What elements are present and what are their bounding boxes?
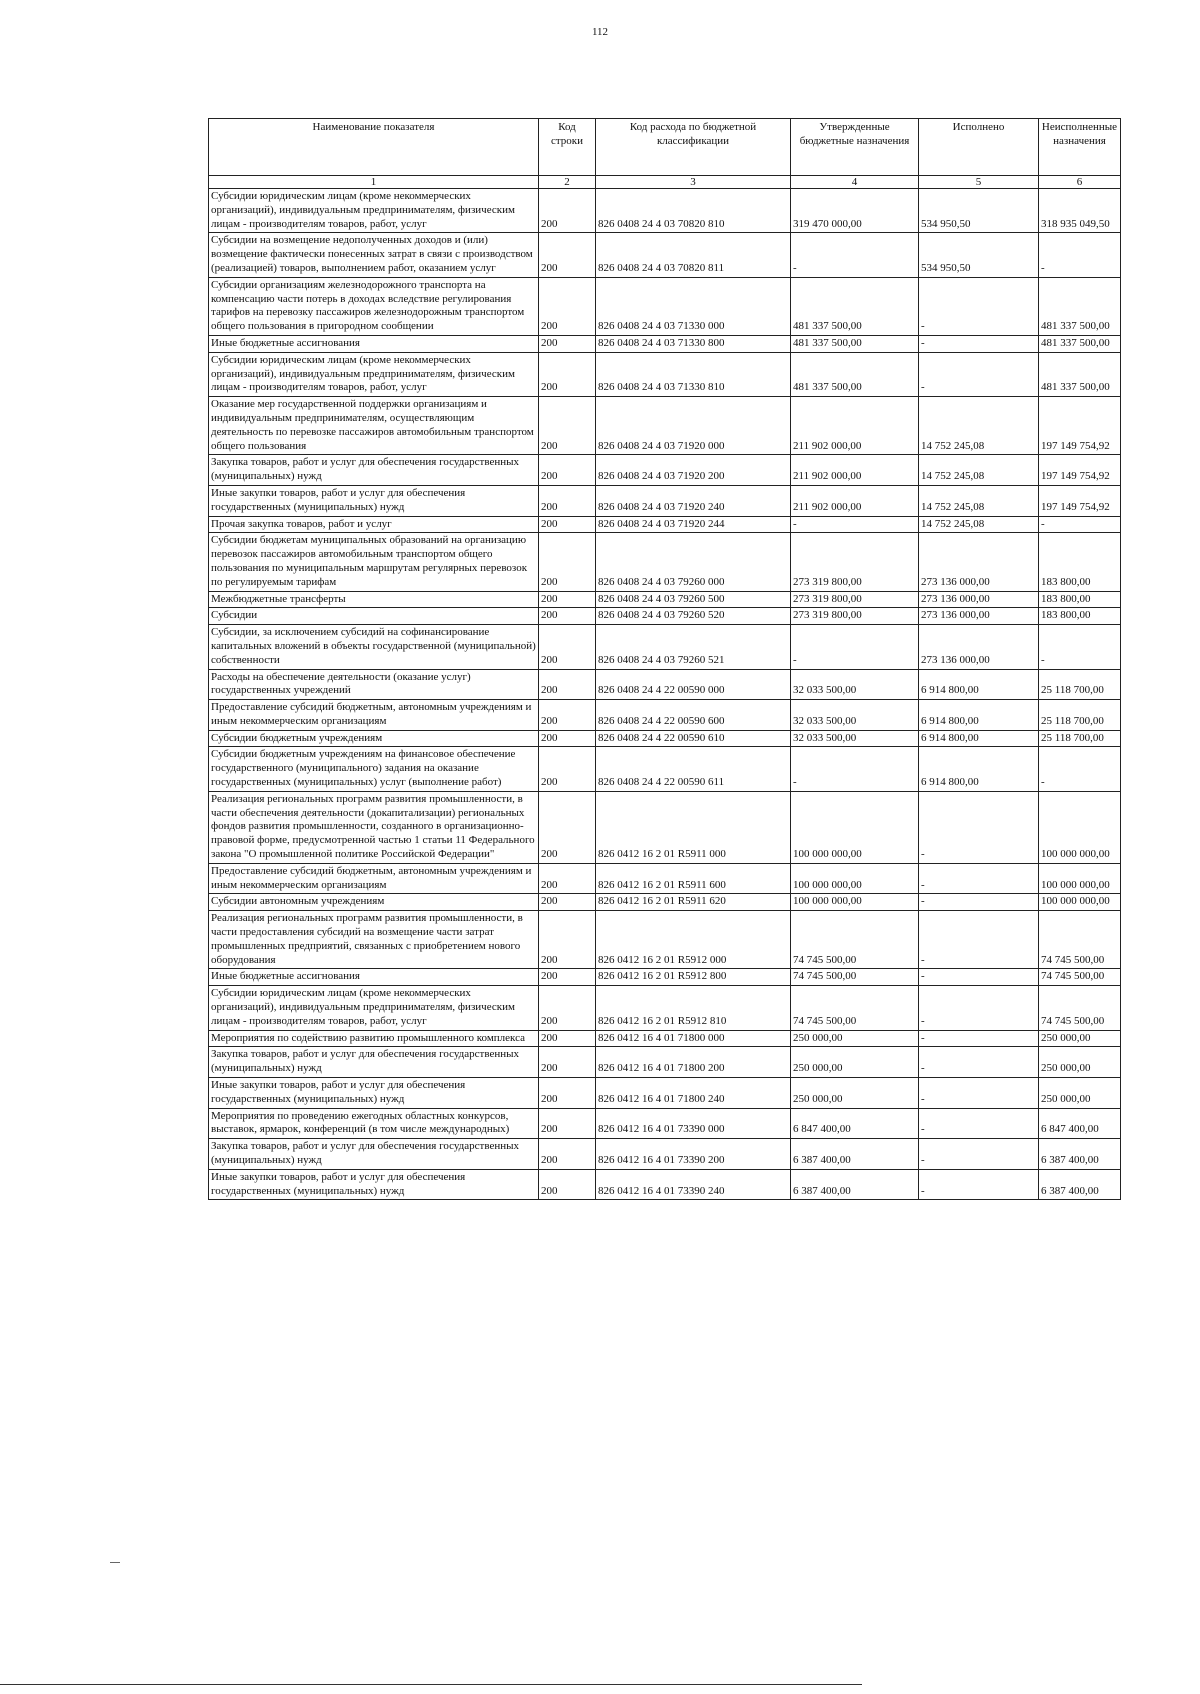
row-line-code: 200 xyxy=(539,516,596,533)
row-approved-amount: 32 033 500,00 xyxy=(791,730,919,747)
table-row xyxy=(209,1030,1121,1047)
row-line-code: 200 xyxy=(539,189,596,233)
row-executed-amount: - xyxy=(919,1139,1039,1170)
row-budget-code: 826 0408 24 4 03 79260 520 xyxy=(596,608,791,625)
table-row xyxy=(209,352,1121,396)
table-row xyxy=(209,894,1121,911)
table-row xyxy=(209,397,1121,455)
table-row xyxy=(209,1047,1121,1078)
row-unexecuted-amount: 25 118 700,00 xyxy=(1039,730,1121,747)
row-executed-amount: 14 752 245,08 xyxy=(919,485,1039,516)
table-row xyxy=(209,625,1121,669)
row-indicator-name: Субсидии, за исключением субсидий на софинансирование капитальных вложений в объекты государственной (муниципальной) собственности xyxy=(209,625,539,669)
row-approved-amount: 211 902 000,00 xyxy=(791,455,919,486)
table-row xyxy=(209,1078,1121,1109)
row-line-code: 200 xyxy=(539,352,596,396)
row-line-code: 200 xyxy=(539,700,596,731)
row-unexecuted-amount: 100 000 000,00 xyxy=(1039,894,1121,911)
row-unexecuted-amount: 250 000,00 xyxy=(1039,1047,1121,1078)
row-approved-amount: 273 319 800,00 xyxy=(791,591,919,608)
column-number: 1 xyxy=(209,176,539,189)
row-approved-amount: - xyxy=(791,233,919,277)
row-executed-amount: - xyxy=(919,1078,1039,1109)
row-line-code: 200 xyxy=(539,1169,596,1200)
row-unexecuted-amount: - xyxy=(1039,625,1121,669)
header-indicator-name: Наименование показателя xyxy=(209,119,539,176)
row-approved-amount: 250 000,00 xyxy=(791,1047,919,1078)
column-number: 4 xyxy=(791,176,919,189)
row-line-code: 200 xyxy=(539,747,596,791)
row-line-code: 200 xyxy=(539,455,596,486)
row-unexecuted-amount: 481 337 500,00 xyxy=(1039,352,1121,396)
row-unexecuted-amount: 6 847 400,00 xyxy=(1039,1108,1121,1139)
row-budget-code: 826 0412 16 2 01 R5912 800 xyxy=(596,969,791,986)
row-unexecuted-amount: 100 000 000,00 xyxy=(1039,863,1121,894)
row-indicator-name: Закупка товаров, работ и услуг для обеспечения государственных (муниципальных) нужд xyxy=(209,1139,539,1170)
table-row xyxy=(209,485,1121,516)
row-indicator-name: Мероприятия по содействию развитию промышленного комплекса xyxy=(209,1030,539,1047)
header-line-code: Код строки xyxy=(539,119,596,176)
row-budget-code: 826 0408 24 4 22 00590 000 xyxy=(596,669,791,700)
row-budget-code: 826 0408 24 4 03 71920 240 xyxy=(596,485,791,516)
row-budget-code: 826 0408 24 4 22 00590 610 xyxy=(596,730,791,747)
row-indicator-name: Реализация региональных программ развития промышленности, в части обеспечения деятельности (докапитализации) региональных фондов развития промышленности, созданного в организационно-правовой форме, предусмотренной частью 1 статьи 11 Федерального закона "О промышленной политике Российской Федерации" xyxy=(209,791,539,863)
row-line-code: 200 xyxy=(539,1139,596,1170)
row-approved-amount: 273 319 800,00 xyxy=(791,608,919,625)
row-budget-code: 826 0412 16 2 01 R5911 000 xyxy=(596,791,791,863)
row-approved-amount: 211 902 000,00 xyxy=(791,397,919,455)
row-budget-code: 826 0408 24 4 03 79260 500 xyxy=(596,591,791,608)
row-line-code: 200 xyxy=(539,233,596,277)
row-unexecuted-amount: 481 337 500,00 xyxy=(1039,277,1121,335)
row-budget-code: 826 0408 24 4 03 71330 800 xyxy=(596,335,791,352)
row-executed-amount: 6 914 800,00 xyxy=(919,730,1039,747)
row-line-code: 200 xyxy=(539,969,596,986)
row-executed-amount: - xyxy=(919,791,1039,863)
row-approved-amount: - xyxy=(791,625,919,669)
table-row xyxy=(209,969,1121,986)
row-indicator-name: Закупка товаров, работ и услуг для обеспечения государственных (муниципальных) нужд xyxy=(209,1047,539,1078)
row-indicator-name: Субсидии xyxy=(209,608,539,625)
row-line-code: 200 xyxy=(539,625,596,669)
page-number: 112 xyxy=(591,26,609,38)
row-approved-amount: 74 745 500,00 xyxy=(791,969,919,986)
row-unexecuted-amount: 318 935 049,50 xyxy=(1039,189,1121,233)
header-unexecuted: Неисполненные назначения xyxy=(1039,119,1121,176)
row-executed-amount: 273 136 000,00 xyxy=(919,533,1039,591)
row-approved-amount: 74 745 500,00 xyxy=(791,911,919,969)
row-indicator-name: Мероприятия по проведению ежегодных областных конкурсов, выставок, ярмарок, конференций (в том числе международных) xyxy=(209,1108,539,1139)
row-budget-code: 826 0408 24 4 03 71330 810 xyxy=(596,352,791,396)
row-executed-amount: 534 950,50 xyxy=(919,233,1039,277)
row-indicator-name: Иные бюджетные ассигнования xyxy=(209,969,539,986)
row-indicator-name: Субсидии организациям железнодорожного транспорта на компенсацию части потерь в доходах вследствие регулирования тарифов на перевозку пассажиров железнодорожным транспортом общего пользования в пригородном сообщении xyxy=(209,277,539,335)
row-executed-amount: 273 136 000,00 xyxy=(919,608,1039,625)
row-indicator-name: Субсидии бюджетам муниципальных образований на организацию перевозок пассажиров автомобильным транспортом общего пользования по муниципальным маршрутам регулярных перевозок по регулируемым тарифам xyxy=(209,533,539,591)
row-budget-code: 826 0408 24 4 03 71920 200 xyxy=(596,455,791,486)
row-line-code: 200 xyxy=(539,894,596,911)
row-approved-amount: - xyxy=(791,747,919,791)
row-approved-amount: 32 033 500,00 xyxy=(791,700,919,731)
table-row xyxy=(209,986,1121,1030)
row-line-code: 200 xyxy=(539,1030,596,1047)
row-executed-amount: - xyxy=(919,863,1039,894)
row-budget-code: 826 0412 16 4 01 73390 200 xyxy=(596,1139,791,1170)
row-approved-amount: 74 745 500,00 xyxy=(791,986,919,1030)
table-row xyxy=(209,1139,1121,1170)
row-approved-amount: 250 000,00 xyxy=(791,1030,919,1047)
row-budget-code: 826 0408 24 4 03 71330 000 xyxy=(596,277,791,335)
row-unexecuted-amount: 481 337 500,00 xyxy=(1039,335,1121,352)
row-unexecuted-amount: 197 149 754,92 xyxy=(1039,485,1121,516)
table-row xyxy=(209,669,1121,700)
table-body xyxy=(209,189,1121,1200)
row-line-code: 200 xyxy=(539,791,596,863)
row-unexecuted-amount: 74 745 500,00 xyxy=(1039,911,1121,969)
row-line-code: 200 xyxy=(539,533,596,591)
row-executed-amount: - xyxy=(919,1030,1039,1047)
row-approved-amount: 250 000,00 xyxy=(791,1078,919,1109)
row-budget-code: 826 0412 16 2 01 R5912 810 xyxy=(596,986,791,1030)
row-budget-code: 826 0408 24 4 03 71920 244 xyxy=(596,516,791,533)
row-budget-code: 826 0412 16 4 01 71800 240 xyxy=(596,1078,791,1109)
row-approved-amount: 32 033 500,00 xyxy=(791,669,919,700)
row-budget-code: 826 0408 24 4 22 00590 611 xyxy=(596,747,791,791)
header-executed: Исполнено xyxy=(919,119,1039,176)
row-budget-code: 826 0412 16 4 01 73390 000 xyxy=(596,1108,791,1139)
table-row xyxy=(209,277,1121,335)
row-approved-amount: 100 000 000,00 xyxy=(791,863,919,894)
row-budget-code: 826 0408 24 4 03 70820 810 xyxy=(596,189,791,233)
row-budget-code: 826 0412 16 4 01 71800 000 xyxy=(596,1030,791,1047)
table-row xyxy=(209,1108,1121,1139)
table-row xyxy=(209,591,1121,608)
row-executed-amount: - xyxy=(919,1169,1039,1200)
row-budget-code: 826 0408 24 4 03 79260 000 xyxy=(596,533,791,591)
row-executed-amount: - xyxy=(919,986,1039,1030)
row-line-code: 200 xyxy=(539,1047,596,1078)
table-row xyxy=(209,791,1121,863)
column-number-row xyxy=(209,176,1121,189)
row-executed-amount: - xyxy=(919,1047,1039,1078)
row-indicator-name: Иные бюджетные ассигнования xyxy=(209,335,539,352)
row-unexecuted-amount: 25 118 700,00 xyxy=(1039,669,1121,700)
row-budget-code: 826 0412 16 2 01 R5912 000 xyxy=(596,911,791,969)
scan-mark xyxy=(110,1562,120,1563)
row-indicator-name: Прочая закупка товаров, работ и услуг xyxy=(209,516,539,533)
table-row xyxy=(209,455,1121,486)
row-budget-code: 826 0412 16 4 01 73390 240 xyxy=(596,1169,791,1200)
row-executed-amount: 14 752 245,08 xyxy=(919,397,1039,455)
row-unexecuted-amount: 183 800,00 xyxy=(1039,591,1121,608)
table-row xyxy=(209,747,1121,791)
row-line-code: 200 xyxy=(539,986,596,1030)
row-unexecuted-amount: 250 000,00 xyxy=(1039,1030,1121,1047)
row-line-code: 200 xyxy=(539,1078,596,1109)
row-unexecuted-amount: 6 387 400,00 xyxy=(1039,1139,1121,1170)
header-approved: Утвержденные бюджетные назначения xyxy=(791,119,919,176)
row-line-code: 200 xyxy=(539,669,596,700)
table-row xyxy=(209,1169,1121,1200)
row-line-code: 200 xyxy=(539,863,596,894)
row-approved-amount: 481 337 500,00 xyxy=(791,277,919,335)
row-approved-amount: 6 387 400,00 xyxy=(791,1139,919,1170)
row-approved-amount: 273 319 800,00 xyxy=(791,533,919,591)
column-number: 3 xyxy=(596,176,791,189)
row-executed-amount: 534 950,50 xyxy=(919,189,1039,233)
row-executed-amount: - xyxy=(919,335,1039,352)
row-indicator-name: Субсидии бюджетным учреждениям на финансовое обеспечение государственного (муниципального) задания на оказание государственных (муниципальных) услуг (выполнение работ) xyxy=(209,747,539,791)
table-row xyxy=(209,233,1121,277)
table-row xyxy=(209,533,1121,591)
row-executed-amount: 273 136 000,00 xyxy=(919,625,1039,669)
row-indicator-name: Предоставление субсидий бюджетным, автономным учреждениям и иным некоммерческим организациям xyxy=(209,700,539,731)
header-row xyxy=(209,119,1121,176)
row-unexecuted-amount: 250 000,00 xyxy=(1039,1078,1121,1109)
row-executed-amount: - xyxy=(919,277,1039,335)
row-indicator-name: Субсидии бюджетным учреждениям xyxy=(209,730,539,747)
row-approved-amount: 481 337 500,00 xyxy=(791,352,919,396)
row-executed-amount: - xyxy=(919,969,1039,986)
column-number: 2 xyxy=(539,176,596,189)
row-approved-amount: 6 387 400,00 xyxy=(791,1169,919,1200)
row-indicator-name: Иные закупки товаров, работ и услуг для обеспечения государственных (муниципальных) нужд xyxy=(209,1169,539,1200)
row-budget-code: 826 0408 24 4 22 00590 600 xyxy=(596,700,791,731)
row-approved-amount: 100 000 000,00 xyxy=(791,791,919,863)
row-approved-amount: 481 337 500,00 xyxy=(791,335,919,352)
row-line-code: 200 xyxy=(539,397,596,455)
row-indicator-name: Закупка товаров, работ и услуг для обеспечения государственных (муниципальных) нужд xyxy=(209,455,539,486)
row-line-code: 200 xyxy=(539,485,596,516)
row-budget-code: 826 0412 16 4 01 71800 200 xyxy=(596,1047,791,1078)
row-indicator-name: Субсидии юридическим лицам (кроме некоммерческих организаций), индивидуальным предпринимателям, физическим лицам - производителям товаров, работ, услуг xyxy=(209,352,539,396)
row-executed-amount: - xyxy=(919,352,1039,396)
row-line-code: 200 xyxy=(539,608,596,625)
row-line-code: 200 xyxy=(539,1108,596,1139)
row-indicator-name: Субсидии юридическим лицам (кроме некоммерческих организаций), индивидуальным предпринимателям, физическим лицам - производителям товаров, работ, услуг xyxy=(209,986,539,1030)
budget-execution-table xyxy=(208,118,1121,1200)
row-unexecuted-amount: 197 149 754,92 xyxy=(1039,397,1121,455)
row-budget-code: 826 0408 24 4 03 71920 000 xyxy=(596,397,791,455)
row-unexecuted-amount: 197 149 754,92 xyxy=(1039,455,1121,486)
row-unexecuted-amount: 74 745 500,00 xyxy=(1039,986,1121,1030)
table-row xyxy=(209,516,1121,533)
table-row xyxy=(209,863,1121,894)
table-row xyxy=(209,730,1121,747)
row-unexecuted-amount: - xyxy=(1039,233,1121,277)
row-unexecuted-amount: 25 118 700,00 xyxy=(1039,700,1121,731)
table-row xyxy=(209,189,1121,233)
row-executed-amount: 6 914 800,00 xyxy=(919,700,1039,731)
table-row xyxy=(209,608,1121,625)
row-indicator-name: Иные закупки товаров, работ и услуг для обеспечения государственных (муниципальных) нужд xyxy=(209,485,539,516)
row-line-code: 200 xyxy=(539,591,596,608)
table-row xyxy=(209,335,1121,352)
row-approved-amount: 319 470 000,00 xyxy=(791,189,919,233)
column-number: 5 xyxy=(919,176,1039,189)
row-indicator-name: Иные закупки товаров, работ и услуг для обеспечения государственных (муниципальных) нужд xyxy=(209,1078,539,1109)
row-executed-amount: 6 914 800,00 xyxy=(919,669,1039,700)
row-approved-amount: 211 902 000,00 xyxy=(791,485,919,516)
row-indicator-name: Субсидии юридическим лицам (кроме некоммерческих организаций), индивидуальным предпринимателям, физическим лицам - производителям товаров, работ, услуг xyxy=(209,189,539,233)
row-executed-amount: 14 752 245,08 xyxy=(919,516,1039,533)
header-budget-code: Код расхода по бюджетной классификации xyxy=(596,119,791,176)
row-indicator-name: Расходы на обеспечение деятельности (оказание услуг) государственных учреждений xyxy=(209,669,539,700)
row-line-code: 200 xyxy=(539,911,596,969)
row-executed-amount: - xyxy=(919,911,1039,969)
row-approved-amount: 100 000 000,00 xyxy=(791,894,919,911)
row-indicator-name: Предоставление субсидий бюджетным, автономным учреждениям и иным некоммерческим организациям xyxy=(209,863,539,894)
row-indicator-name: Субсидии на возмещение недополученных доходов и (или) возмещение фактически понесенных затрат в связи с производством (реализацией) товаров, выполнением работ, оказанием услуг xyxy=(209,233,539,277)
row-unexecuted-amount: 6 387 400,00 xyxy=(1039,1169,1121,1200)
row-unexecuted-amount: 74 745 500,00 xyxy=(1039,969,1121,986)
row-unexecuted-amount: - xyxy=(1039,516,1121,533)
row-indicator-name: Субсидии автономным учреждениям xyxy=(209,894,539,911)
row-approved-amount: 6 847 400,00 xyxy=(791,1108,919,1139)
row-budget-code: 826 0408 24 4 03 70820 811 xyxy=(596,233,791,277)
row-budget-code: 826 0412 16 2 01 R5911 600 xyxy=(596,863,791,894)
row-line-code: 200 xyxy=(539,277,596,335)
row-executed-amount: - xyxy=(919,1108,1039,1139)
row-unexecuted-amount: 183 800,00 xyxy=(1039,533,1121,591)
row-indicator-name: Межбюджетные трансферты xyxy=(209,591,539,608)
row-indicator-name: Оказание мер государственной поддержки организациям и индивидуальным предпринимателям, осуществляющим деятельность по перевозке пассажиров автомобильным транспортом общего пользования xyxy=(209,397,539,455)
column-number: 6 xyxy=(1039,176,1121,189)
row-unexecuted-amount: 100 000 000,00 xyxy=(1039,791,1121,863)
row-budget-code: 826 0408 24 4 03 79260 521 xyxy=(596,625,791,669)
row-line-code: 200 xyxy=(539,730,596,747)
row-indicator-name: Реализация региональных программ развития промышленности, в части предоставления субсидий на возмещение части затрат промышленных предприятий, связанных с приобретением нового оборудования xyxy=(209,911,539,969)
page-bottom-rule xyxy=(0,1684,862,1685)
table-row xyxy=(209,911,1121,969)
row-unexecuted-amount: - xyxy=(1039,747,1121,791)
row-executed-amount: 273 136 000,00 xyxy=(919,591,1039,608)
row-line-code: 200 xyxy=(539,335,596,352)
row-executed-amount: - xyxy=(919,894,1039,911)
row-unexecuted-amount: 183 800,00 xyxy=(1039,608,1121,625)
table-row xyxy=(209,700,1121,731)
row-budget-code: 826 0412 16 2 01 R5911 620 xyxy=(596,894,791,911)
row-approved-amount: - xyxy=(791,516,919,533)
row-executed-amount: 14 752 245,08 xyxy=(919,455,1039,486)
row-executed-amount: 6 914 800,00 xyxy=(919,747,1039,791)
